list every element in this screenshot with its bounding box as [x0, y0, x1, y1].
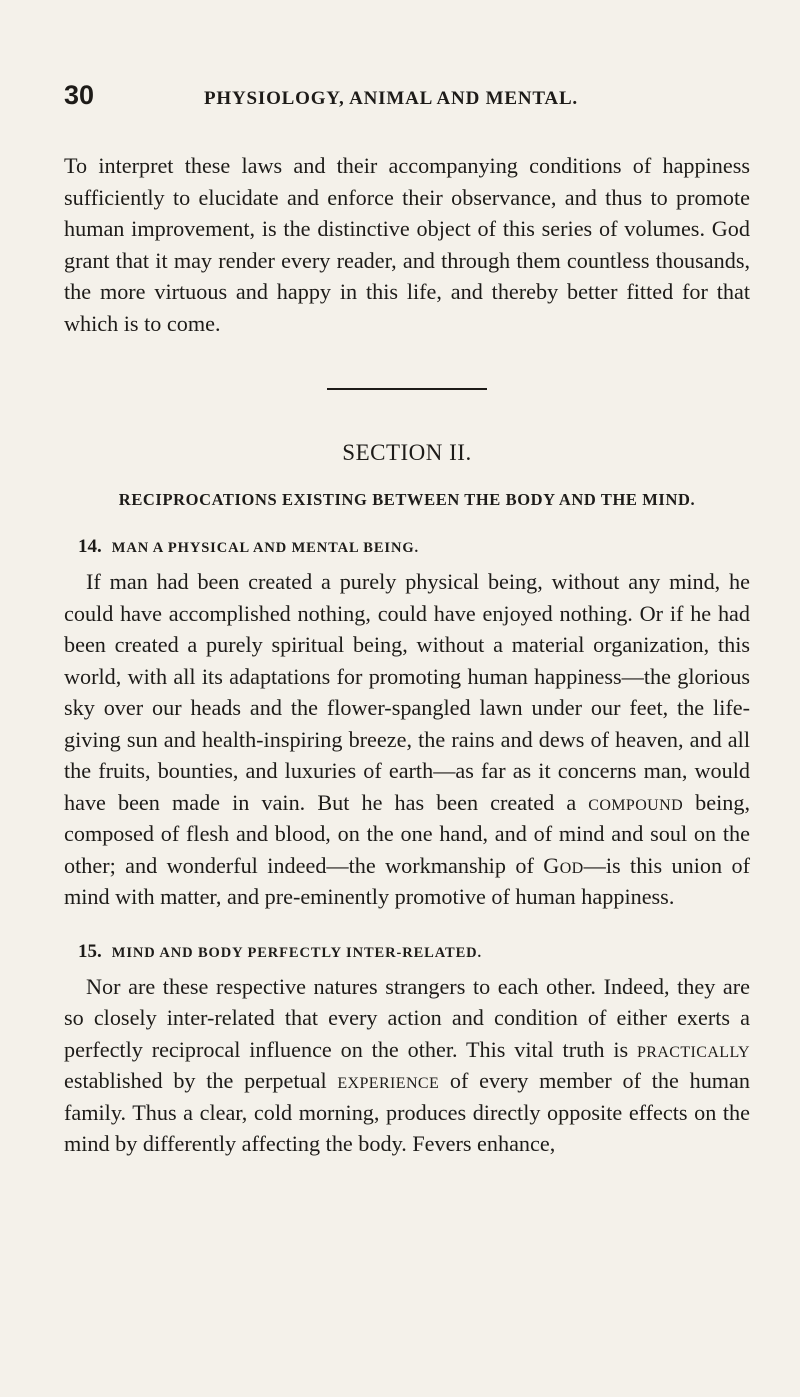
article-14-emphasis-god: God — [543, 852, 584, 878]
article-14-paragraph — [64, 566, 750, 913]
page-number: 30 — [64, 80, 95, 110]
article-15-text-2: established by the perpetual — [64, 1068, 327, 1093]
article-14-text-1: If man had been created a purely physical being, without any mind, he could have accomplished nothing, could have enjoyed nothing. Or if he had been created a purely spiritual being, without a material organization, this world, with all its adaptations for promoting human happiness—the glorious sky over our heads and the flower-spangled lawn under our feet, the life-giving sun and health-inspiring breeze, the rains and dews of heaven, and all the fruits, bounties, and luxuries of earth—as far as it concerns man, would have been made in vain. But he has been created a — [64, 569, 750, 815]
article-14-text-2: being, composed of flesh and blood, on the one hand, and of mind and soul on the other; and wonderful indeed—the workmanship of — [64, 789, 751, 878]
intro-paragraph: To interpret these laws and their accompanying conditions of happiness sufficiently to elucidate and enforce their observance, and thus to promote human improvement, is the distinctive object of this series of volumes. God grant that it may render every reader, and through them countless thousands, the more virtuous and happy in this life, and thereby better fitted for that which is to come. — [64, 153, 750, 336]
article-15-title: MIND AND BODY PERFECTLY INTER-RELATED. — [111, 944, 483, 961]
article-14-number: 14. — [78, 536, 102, 557]
article-15-paragraph — [64, 971, 750, 1160]
section-divider — [327, 388, 487, 390]
article-14-heading — [78, 536, 750, 558]
article-14-title: MAN A PHYSICAL AND MENTAL BEING. — [111, 540, 420, 556]
running-head — [64, 80, 750, 120]
article-14-emphasis-compound: compound — [588, 789, 684, 815]
article-15-emphasis-experience: experience — [337, 1068, 440, 1093]
article-15-number: 15. — [78, 940, 102, 962]
article-14-text-3: —is this union of mind with matter, and pre-eminently promotive of human happiness. — [64, 852, 750, 909]
article-15-text-3: of every member of the human family. Thus a clear, cold morning, produces directly opposite effects on the mind by differently affecting the body. Fevers enhance, — [64, 1068, 750, 1156]
running-title: PHYSIOLOGY, ANIMAL AND MENTAL. — [204, 88, 578, 109]
article-15-emphasis-practically: practically — [636, 1036, 751, 1062]
section-title: SECTION II. — [342, 440, 472, 465]
book-page — [64, 80, 750, 1160]
article-15-heading — [78, 941, 750, 963]
section-subtitle: RECIPROCATIONS EXISTING BETWEEN THE BODY AND THE MIND. — [118, 490, 696, 509]
article-15-text-1: Nor are these respective natures strangers to each other. Indeed, they are so closely inter-related that every action and condition of either exerts a perfectly reciprocal influence on the other. This vital truth is — [64, 973, 750, 1062]
